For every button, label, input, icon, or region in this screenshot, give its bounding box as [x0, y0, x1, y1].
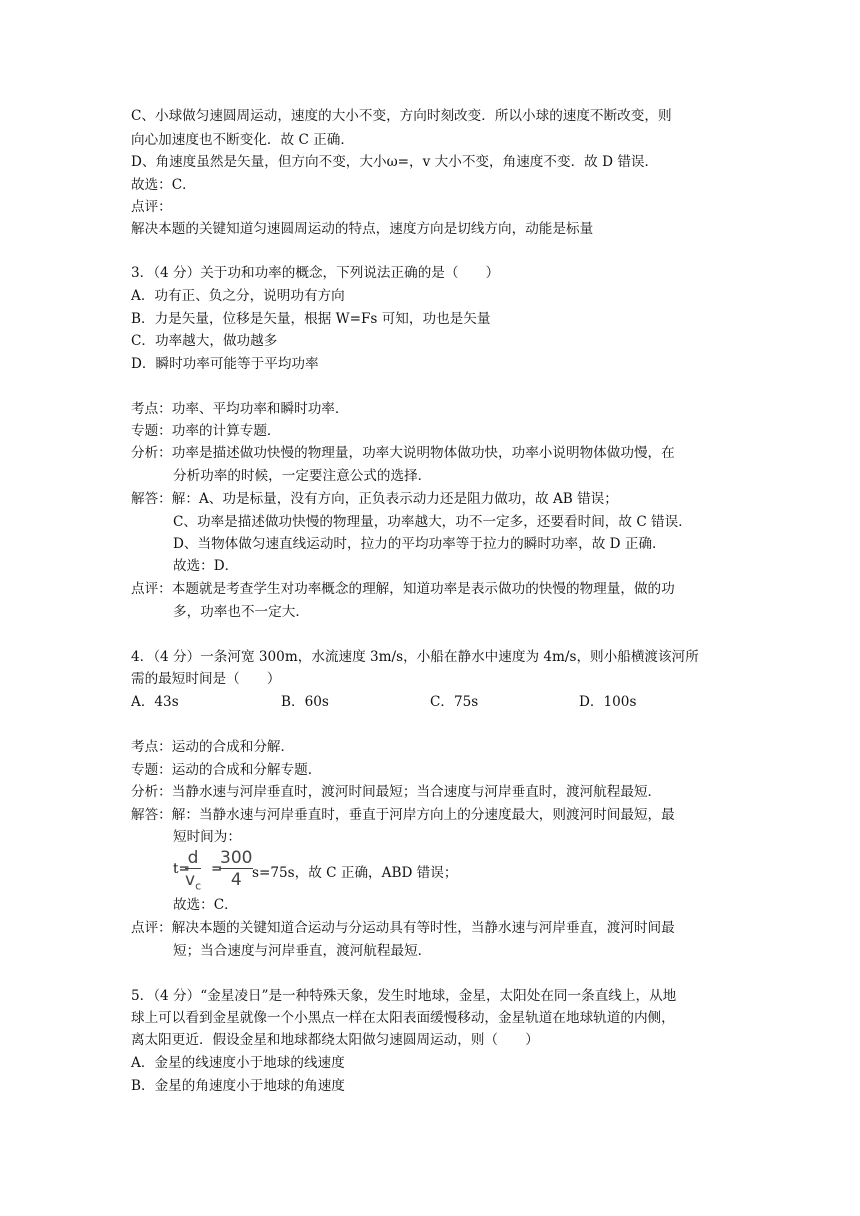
q4-option-a: A．43s [131, 694, 179, 710]
q4-jieda-line2: 短时间为： [173, 829, 241, 845]
q3-zhuanti: 专题：功率的计算专题． [131, 423, 281, 439]
q3-jieda-line2: C、功率是描述做功快慢的物理量，功率越大，功不一定多，还要看时间，故 C 错误． [173, 514, 692, 530]
q4-stem-line1: 4．（4 分）一条河宽 300m，水流速度 3m/s，小船在静水中速度为 4m/s，则小船横渡该河所 [131, 649, 699, 665]
q2-option-c-line1: C、小球做匀速圆周运动，速度的大小不变，方向时刻改变．所以小球的速度不断改变，则 [131, 108, 672, 124]
fraction-d-over-vc [185, 849, 201, 896]
q4-fenxi: 分析：当静水速与河岸垂直时，渡河时间最短；当合速度与河岸垂直时，渡河航程最短． [131, 784, 662, 800]
q3-stem: 3．（4 分）关于功和功率的概念，下列说法正确的是（ ） [131, 265, 500, 281]
q3-option-d: D．瞬时功率可能等于平均功率 [131, 356, 319, 372]
fraction-denominator: $v_c$ [185, 870, 202, 893]
q3-jieda-line1: 解答：解：A、功是标量，没有方向，正负表示动力还是阻力做功，故 AB 错误； [131, 491, 618, 507]
q3-jieda-line3: D、当物体做匀速直线运动时，拉力的平均功率等于拉力的瞬时功率，故 D 正确． [173, 536, 666, 552]
q4-jieda-answer: 故选：C． [173, 897, 238, 913]
fraction-numerator: d [187, 848, 199, 868]
q4-option-c: C．75s [430, 694, 479, 710]
q3-dianping-line1: 点评：本题就是考查学生对功率概念的理解，知道功率是表示做功的快慢的物理量，做的功 [131, 581, 675, 597]
q2-answer: 故选：C． [131, 177, 196, 193]
q5-option-a: A．金星的线速度小于地球的线速度 [131, 1055, 345, 1071]
q2-comment-text: 解决本题的关键知道匀速圆周运动的特点，速度方向是切线方向，动能是标量 [131, 221, 594, 237]
q4-zhuanti: 专题：运动的合成和分解专题． [131, 762, 322, 778]
q3-fenxi-line1: 分析：功率是描述做功快慢的物理量，功率大说明物体做功快，功率小说明物体做功慢，在 [131, 445, 675, 461]
q4-kaodian: 考点：运动的合成和分解． [131, 739, 295, 755]
q4-jieda-line1: 解答：解：当静水速与河岸垂直时，垂直于河岸方向上的分速度最大，则渡河时间最短，最 [131, 807, 675, 823]
fraction-bar [219, 868, 253, 869]
formula-equals: = [211, 861, 223, 877]
q5-stem-line2: 球上可以看到金星就像一个小黑点一样在太阳表面缓慢移动，金星轨道在地球轨道的内侧， [131, 1010, 675, 1026]
q3-jieda-answer: 故选：D． [173, 558, 239, 574]
q5-stem-line3: 离太阳更近．假设金星和地球都绕太阳做匀速圆周运动，则（ ） [131, 1032, 539, 1048]
q4-dianping-line2: 短；当合速度与河岸垂直，渡河航程最短． [173, 943, 432, 959]
fraction-300-over-4 [219, 849, 253, 890]
q3-kaodian: 考点：功率、平均功率和瞬时功率． [131, 401, 349, 417]
q4-stem-line2: 需的最短时间是（ ） [131, 671, 281, 687]
q3-option-c: C．功率越大，做功越多 [131, 333, 278, 349]
q5-option-b: B．金星的角速度小于地球的角速度 [131, 1078, 345, 1094]
q3-option-b: B．力是矢量，位移是矢量，根据 W=Fs 可知，功也是矢量 [131, 311, 491, 327]
q5-stem-line1: 5．（4 分）“金星凌日”是一种特殊天象，发生时地球，金星，太阳处在同一条直线上，从地 [131, 988, 677, 1004]
fraction-bar [185, 868, 201, 869]
q2-option-c-line2: 向心加速度也不断变化．故 C 正确． [131, 132, 354, 148]
formula-result: s=75s，故 C 正确，ABD 错误； [252, 865, 458, 881]
formula-lhs: t= [173, 861, 190, 877]
q4-option-d: D．100s [579, 694, 637, 710]
q4-dianping-line1: 点评：解决本题的关键知道合运动与分运动具有等时性，当静水速与河岸垂直，渡河时间最 [131, 920, 675, 936]
q3-option-a: A．功有正、负之分，说明功有方向 [131, 288, 345, 304]
q2-option-d-line: D、角速度虽然是矢量，但方向不变，大小ω=，v 大小不变，角速度不变．故 D 错误． [131, 154, 659, 170]
q3-dianping-line2: 多，功率也不一定大． [173, 604, 309, 620]
q2-comment-label: 点评： [131, 199, 172, 215]
q3-fenxi-line2: 分析功率的时候，一定要注意公式的选择． [173, 468, 432, 484]
fraction-denominator: 4 [230, 870, 242, 890]
fraction-numerator: 300 [220, 848, 253, 868]
q4-option-b: B．60s [281, 694, 329, 710]
